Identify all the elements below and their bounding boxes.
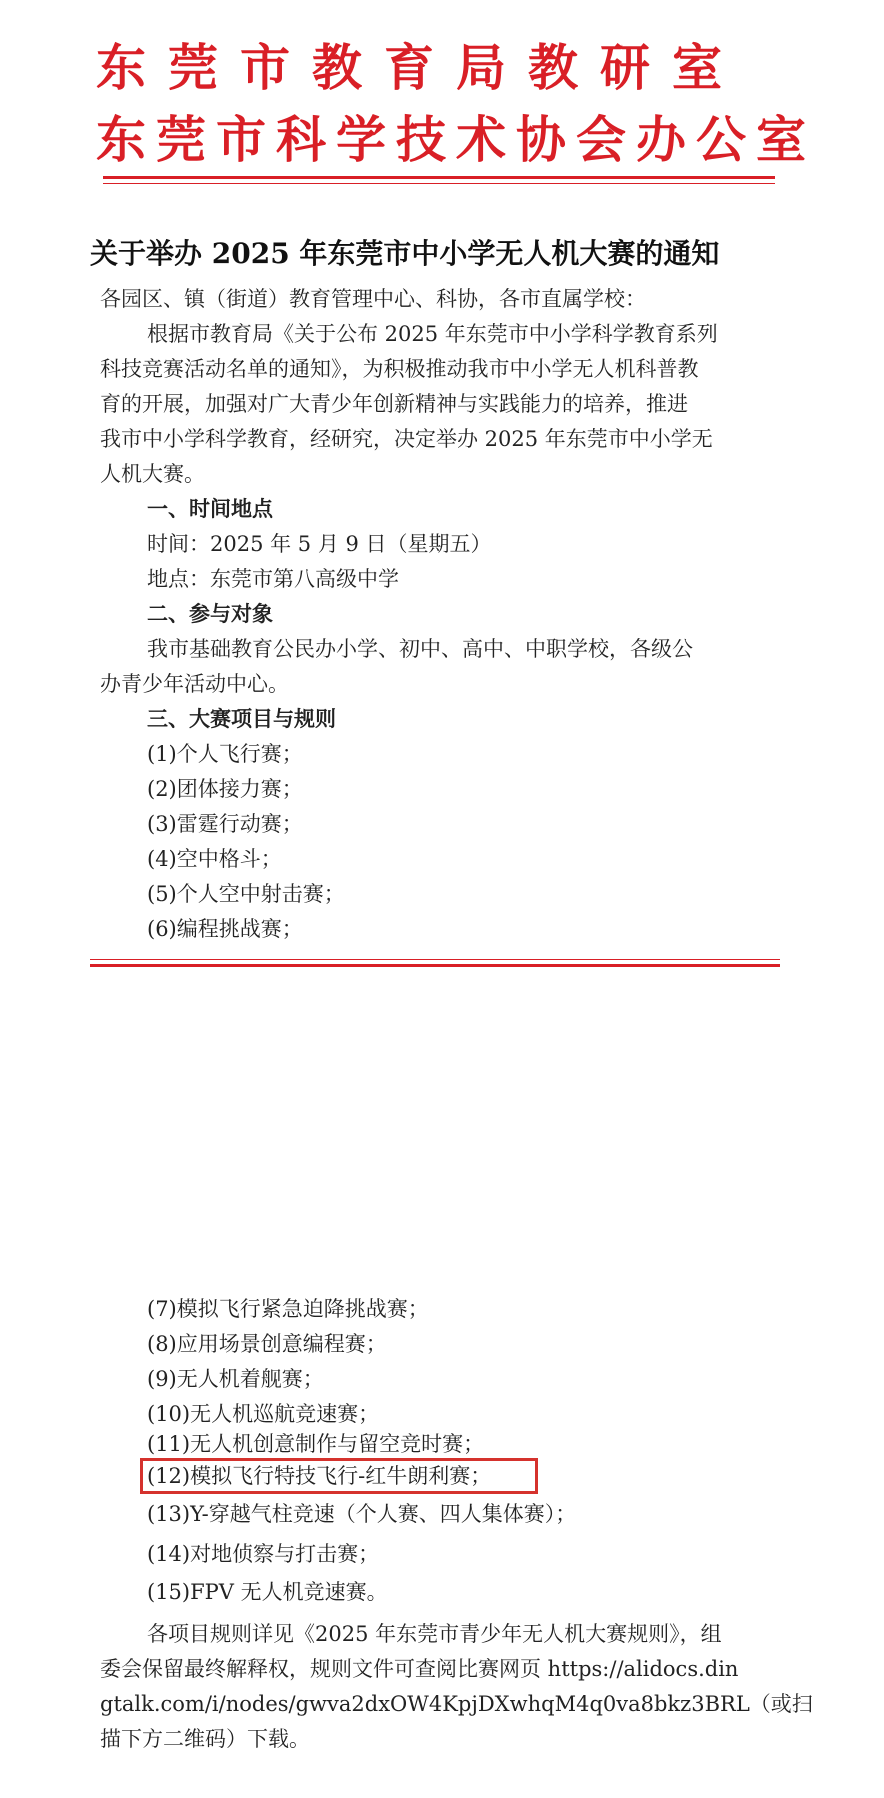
event-item: (8)应用场景创意编程赛；: [147, 1332, 387, 1356]
intro-line: 我市中小学科学教育，经研究，决定举办 2025 年东莞市中小学无: [100, 427, 713, 451]
event-item: (7)模拟飞行紧急迫降挑战赛；: [147, 1297, 429, 1321]
intro-line: 人机大赛。: [100, 462, 205, 486]
intro-line: 科技竞赛活动名单的通知》，为积极推动我市中小学无人机科普教: [100, 357, 699, 381]
participants-line: 我市基础教育公民办小学、初中、高中、中职学校，各级公: [147, 637, 693, 661]
rules-line: 委会保留最终解释权，规则文件可查阅比赛网页 https://alidocs.din: [100, 1657, 739, 1681]
event-item: (2)团体接力赛；: [147, 777, 303, 801]
header-divider-thick: [103, 176, 775, 179]
event-item: (3)雷霆行动赛；: [147, 812, 303, 836]
event-item: (6)编程挑战赛；: [147, 917, 303, 941]
section-heading-events: 三、大赛项目与规则: [147, 707, 336, 731]
event-item: (5)个人空中射击赛；: [147, 882, 345, 906]
notice-title: 关于举办 2025 年东莞市中小学无人机大赛的通知: [90, 237, 720, 270]
rules-line: 各项目规则详见《2025 年东莞市青少年无人机大赛规则》，组: [147, 1622, 722, 1646]
section-heading-time-place: 一、时间地点: [147, 497, 273, 521]
event-item: (15)FPV 无人机竞速赛。: [147, 1580, 388, 1604]
event-item: (9)无人机着舰赛；: [147, 1367, 324, 1391]
event-item: (4)空中格斗；: [147, 847, 282, 871]
event-time: 时间：2025 年 5 月 9 日（星期五）: [147, 532, 492, 556]
event-item-highlighted: (12)模拟飞行特技飞行-红牛朗利赛；: [147, 1464, 492, 1488]
section-heading-participants: 二、参与对象: [147, 602, 273, 626]
letterhead-line-1: 东莞市教育局教研室: [96, 39, 744, 97]
salutation: 各园区、镇（街道）教育管理中心、科协，各市直属学校：: [100, 287, 646, 311]
event-item: (10)无人机巡航竞速赛；: [147, 1402, 380, 1426]
event-item: (1)个人飞行赛；: [147, 742, 303, 766]
page-break: [0, 1078, 884, 1079]
highlight-box: [140, 1458, 538, 1494]
footer-divider-thick: [90, 964, 780, 967]
intro-line: 育的开展，加强对广大青少年创新精神与实践能力的培养，推进: [100, 392, 688, 416]
event-place: 地点：东莞市第八高级中学: [147, 567, 399, 591]
letterhead-line-2: 东莞市科学技术协会办公室: [96, 111, 816, 169]
participants-line: 办青少年活动中心。: [100, 672, 289, 696]
event-item: (11)无人机创意制作与留空竞时赛；: [147, 1432, 485, 1456]
footer-divider-thin: [90, 959, 780, 960]
intro-line: 根据市教育局《关于公布 2025 年东莞市中小学科学教育系列: [147, 322, 718, 346]
event-item: (13)Y-穿越气柱竞速（个人赛、四人集体赛）；: [147, 1502, 577, 1526]
rules-line: gtalk.com/i/nodes/gwva2dxOW4KpjDXwhqM4q0va8bkz3BRL（或扫: [100, 1692, 813, 1716]
event-item: (14)对地侦察与打击赛；: [147, 1542, 380, 1566]
rules-line: 描下方二维码）下载。: [100, 1727, 310, 1751]
header-divider-thin: [103, 183, 775, 184]
